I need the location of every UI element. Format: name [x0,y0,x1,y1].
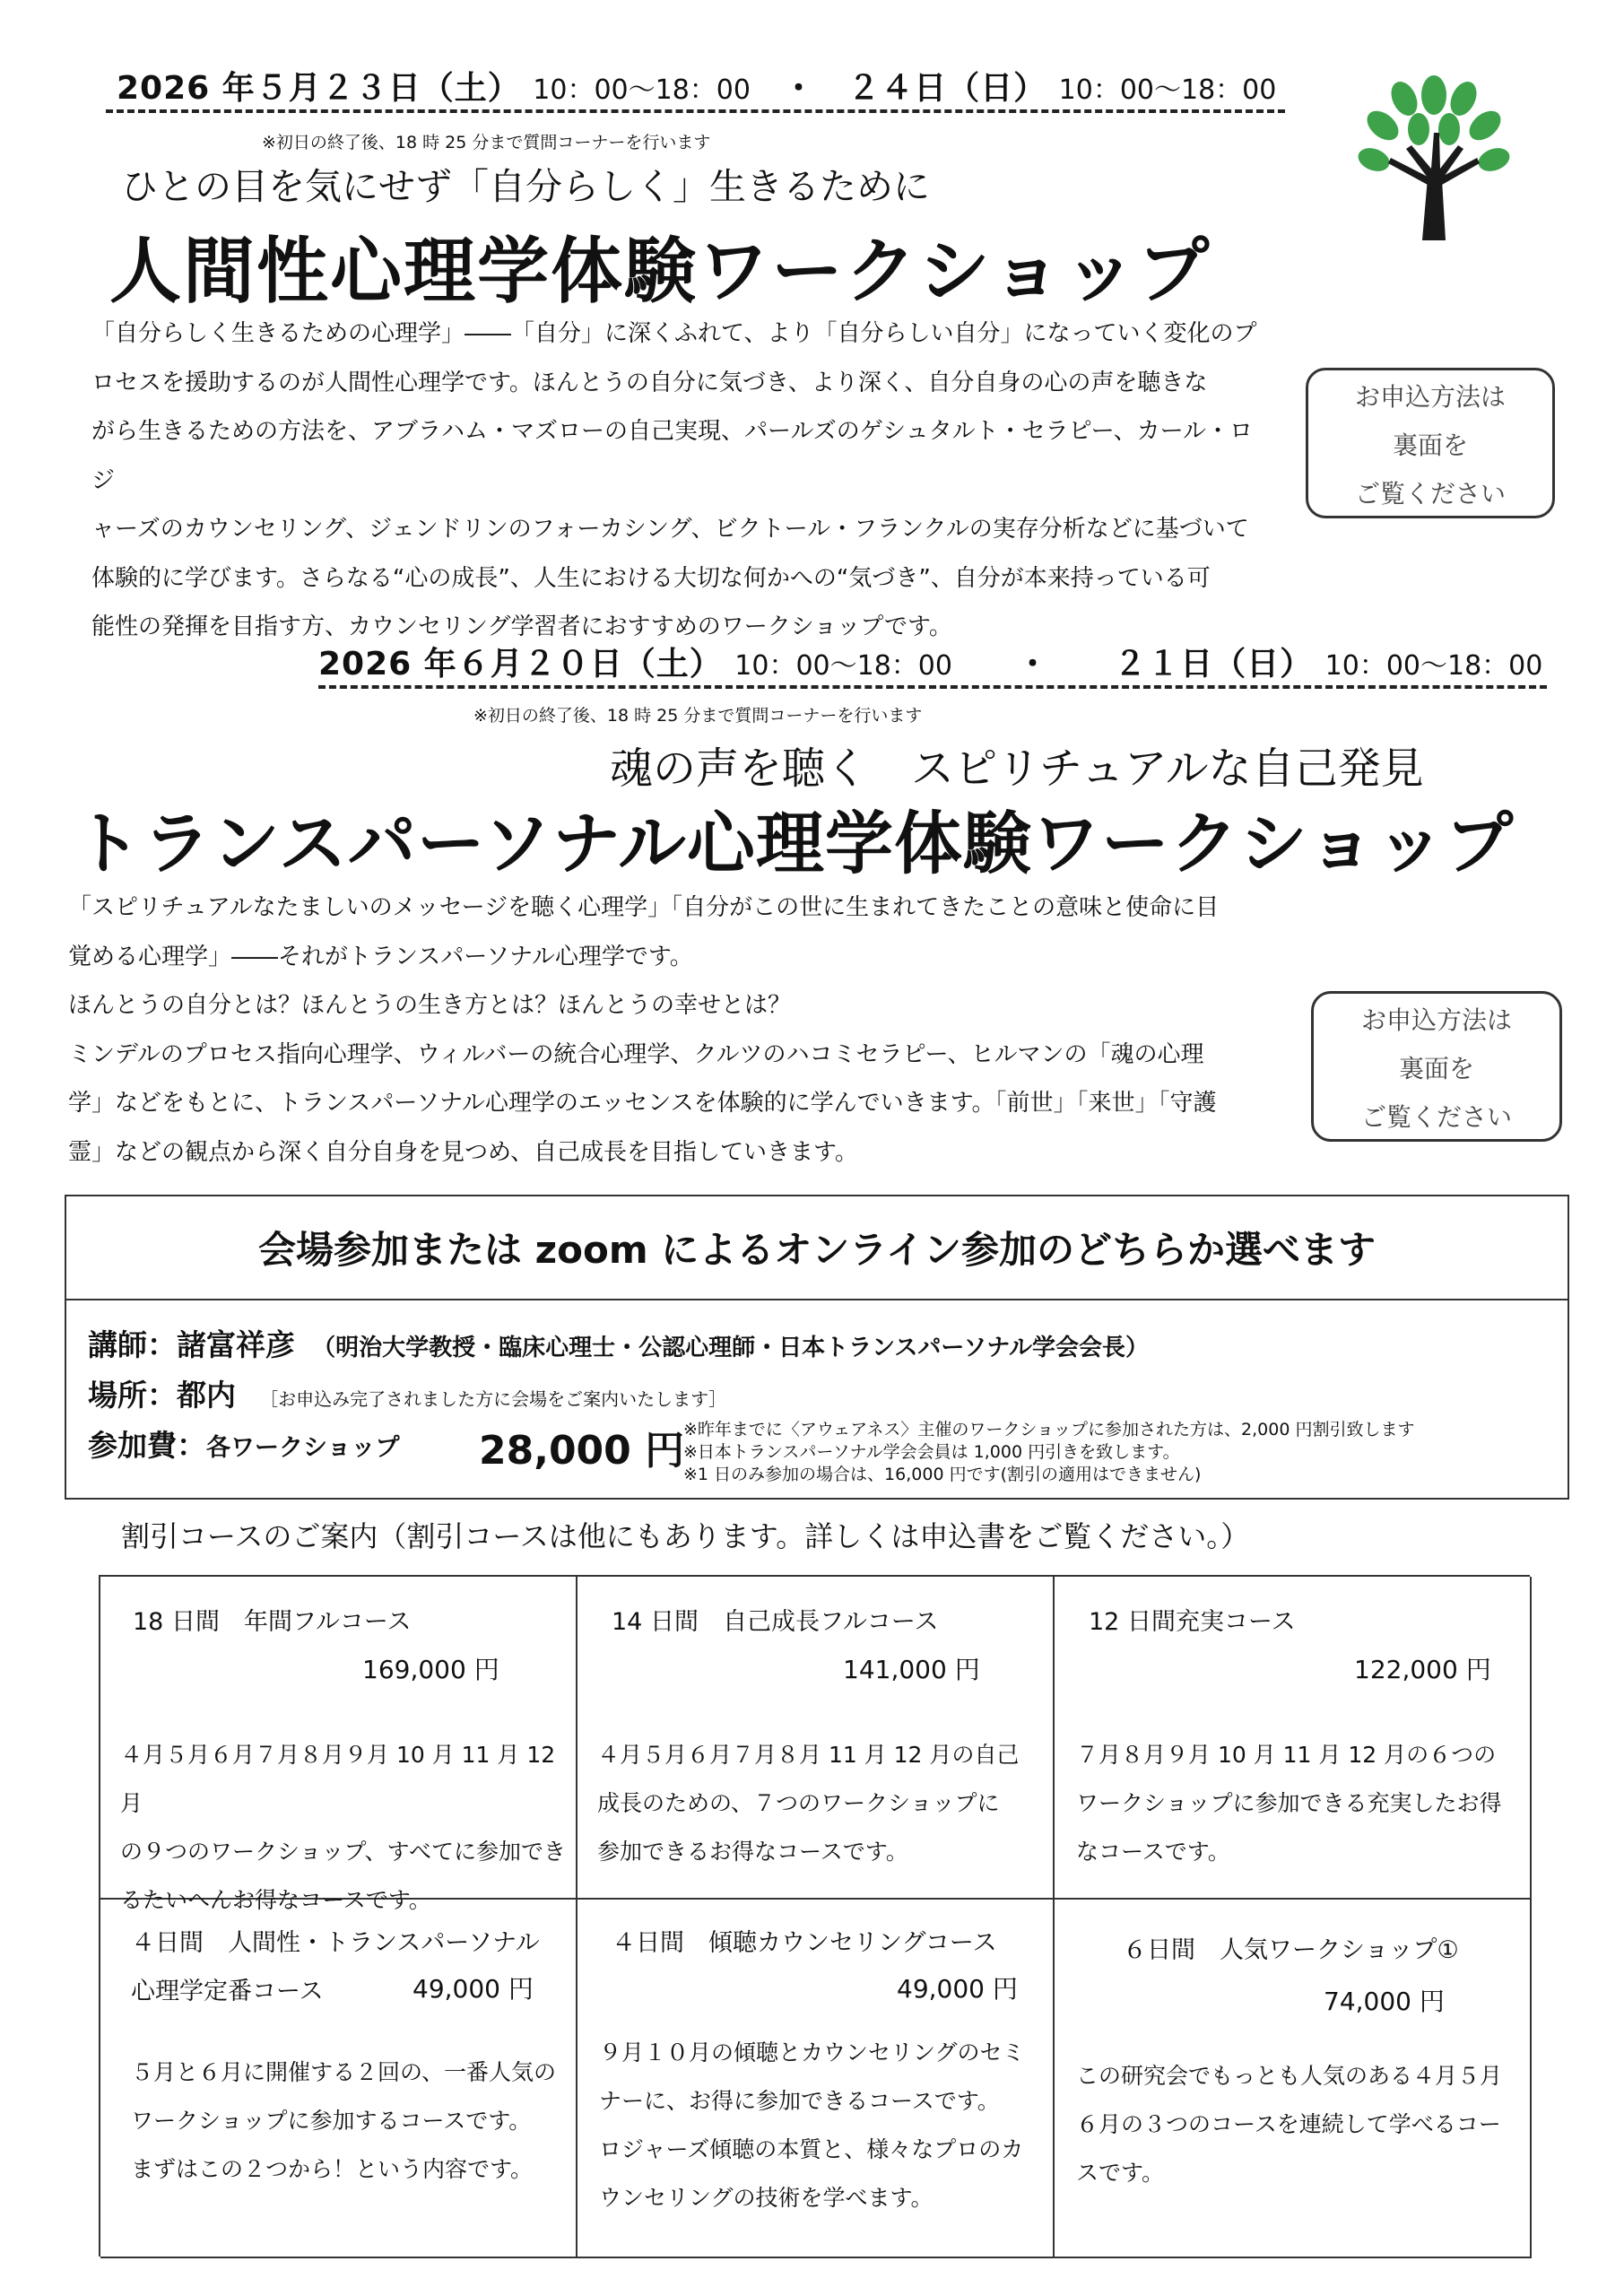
ws1-body-line: ャーズのカウンセリング、ジェンドリンのフォーカシング、ビクトール・フランクルの実存分析などに基づいて [91,516,1249,543]
course-desc-line: の９つのワークショップ、すべてに参加でき [120,1839,567,1865]
course-desc-line: スです。 [1076,2160,1165,2186]
ws1-subtitle: ひとの目を気にせず「自分らしく」生きるために [121,165,930,208]
course-desc-line: 成長のための、７つのワークショップに [597,1790,1000,1816]
ws2-apply-notice [1311,991,1562,1142]
fee-label: 参加費： [88,1428,206,1463]
ws1-body-line: ロセスを援助するのが人間性心理学です。ほんとうの自分に気づき、より深く、自分自身の心の声を聴きな [91,369,1208,396]
course-title: ６日間 人気ワークショップ① [1123,1936,1459,1964]
notice-line: 裏面を [1392,430,1468,460]
ws2-body-line: ミンデルのプロセス指向心理学、ウィルバーの統合心理学、クルツのハコミセラピー、ヒルマンの「魂の心理 [68,1040,1204,1068]
course-desc-line: ４月５月６月７月８月９月 10 月 11 月 12 月 [120,1742,556,1816]
course-desc [597,1731,1046,1876]
notice-line: ご覧ください [1360,1102,1512,1132]
ws1-dashed-rule [106,109,1285,113]
course-desc-line: ５月と６月に開催する２回の、一番人気の [131,2059,557,2085]
notice-line: 裏面を [1398,1054,1474,1083]
course-desc [599,2029,1047,2222]
course-price: 141,000 円 [843,1655,980,1684]
fee-sub: 各ワークショップ [206,1434,400,1462]
ws1-date-a: 2026 年５月２３日（土） [117,70,521,107]
venue-label: 場所：都内 [88,1378,236,1413]
course-cell [100,1900,578,2258]
ws2-sep: ・ [1016,646,1050,683]
notice-line: お申込方法は [1354,382,1506,412]
instructor-detail: （明治大学教授・臨床心理士・公認心理師・日本トランスパーソナル学会会長） [312,1335,1149,1361]
course-cell [1055,1577,1532,1900]
discount-heading: 割引コースのご案内（割引コースは他にもあります。詳しくは申込書をご覧ください。） [121,1519,1250,1553]
ws1-body [91,309,1257,652]
course-cell [100,1577,578,1913]
course-desc [1076,2052,1524,2197]
tree-logo-icon [1352,70,1515,240]
course-grid [99,1575,1530,2257]
course-cell [1055,1900,1532,2258]
course-desc-line: ロジャーズ傾聴の本質と、様々なプロのカ [599,2136,1024,2162]
ws2-date-line [318,639,1542,684]
course-price: 74,000 円 [1324,1987,1445,2016]
course-cell [578,1577,1055,1900]
instructor-label: 講師：諸富祥彦 [88,1327,295,1362]
fee-note: ※昨年までに〈アウェアネス〉主催のワークショップに参加された方は、2,000 円割引致します [683,1420,1415,1439]
ws2-dashed-rule [318,685,1547,689]
ws1-body-line: 体験的に学びます。さらなる“心の成長”、人生における大切な何かへの“気づき”、自分が本来持っている可 [91,564,1211,592]
ws2-body [68,883,1270,1177]
ws2-body-line: 霊」などの観点から深く自分自身を見つめ、自己成長を目指していきます。 [68,1138,858,1166]
ws2-time-b: 10：00～18：00 [1324,650,1543,682]
fee-row [88,1422,399,1465]
ws2-note: ※初日の終了後、18 時 25 分まで質問コーナーを行います [473,706,923,726]
course-price: 122,000 円 [1354,1655,1491,1684]
notice-line: お申込方法は [1360,1005,1512,1035]
info-heading: 会場参加または zoom によるオンライン参加のどちらか選べます [66,1196,1568,1300]
course-title-line2: 心理学定番コース [131,1978,324,2005]
course-desc-line: ワークショップに参加するコースです。 [131,2108,532,2134]
ws2-body-line: 「スピリチュアルなたましいのメッセージを聴く心理学」「自分がこの世に生まれてきたことの意味と使命に目 [68,894,1220,921]
ws1-date-line [117,63,1276,109]
ws1-note: ※初日の終了後、18 時 25 分まで質問コーナーを行います [262,133,711,152]
ws2-date-b: ２１日（日） [1114,646,1314,683]
course-cell [578,1900,1055,2258]
ws2-title: トランスパーソナル心理学体験ワークショップ [74,804,1515,883]
course-desc-line: この研究会でもっとも人気のある４月５月 [1076,2063,1503,2089]
ws2-body-line: ほんとうの自分とは？ほんとうの生き方とは？ほんとうの幸せとは？ [68,992,792,1019]
course-desc [131,2048,570,2194]
fee-notes [683,1419,1414,1486]
course-desc [120,1731,569,1925]
info-box [65,1195,1569,1500]
venue-row [88,1372,726,1414]
course-title: 12 日間充実コース [1089,1608,1296,1636]
course-title: ４日間 人間性・トランスパーソナル [131,1929,540,1957]
fee-note: ※1 日のみ参加の場合は、16,000 円です(割引の適用はできません) [683,1465,1202,1484]
course-title: 18 日間 年間フルコース [133,1608,412,1636]
venue-detail: ［お申込み完了されました方に会場をご案内いたします］ [260,1388,727,1410]
course-desc-line: なコースです。 [1076,1839,1230,1865]
ws1-body-line: がら生きるための方法を、アブラハム・マズローの自己実現、パールズのゲシュタルト・セラピー、カール・ロジ [91,418,1254,494]
course-price: 49,000 円 [897,1974,1018,2004]
course-title: 14 日間 自己成長フルコース [612,1608,939,1636]
ws2-subtitle: 魂の声を聴く スピリチュアルな自己発見 [610,744,1424,794]
ws1-body-line: 「自分らしく生きるための心理学」――「自分」に深くふれて、より「自分らしい自分」になっていく変化のプ [91,320,1257,347]
instructor-row [88,1322,1149,1364]
ws1-apply-notice [1306,368,1555,518]
course-desc-line: ４月５月６月７月８月 11 月 12 月の自己 [597,1742,1020,1768]
course-desc-line: るたいへんお得なコースです。 [120,1887,431,1913]
ws1-time-a: 10：00～18：00 [533,74,751,106]
course-price: 169,000 円 [362,1655,499,1684]
course-desc-line: ６月の３つのコースを連続して学べるコー [1076,2111,1501,2137]
fee-note: ※日本トランスパーソナル学会会員は 1,000 円引きを致します。 [683,1442,1180,1462]
course-desc-line: ワークショップに参加できる充実したお得 [1076,1790,1502,1816]
ws2-date-a: 2026 年６月２０日（土） [318,646,723,683]
course-desc-line: ９月１０月の傾聴とカウンセリングのセミ [599,2039,1025,2066]
course-desc-line: 参加できるお得なコースです。 [597,1839,908,1865]
notice-line: ご覧ください [1354,479,1506,509]
course-desc-line: ナーに、お得に参加できるコースです。 [599,2088,1000,2114]
course-price: 49,000 円 [413,1974,534,2004]
course-title: ４日間 傾聴カウンセリングコース [612,1929,997,1957]
ws1-time-b: 10：00～18：00 [1058,74,1277,106]
ws1-sep: ・ [782,70,816,107]
ws1-title: 人間性心理学体験ワークショップ [109,230,1211,313]
course-desc [1076,1731,1524,1876]
fee-price: 28,000 円 [479,1428,685,1474]
course-desc-line: ７月８月９月 10 月 11 月 12 月の６つの [1076,1742,1497,1768]
ws2-body-line: 覚める心理学」――それがトランスパーソナル心理学です。 [68,943,693,970]
ws2-body-line: 学」などをもとに、トランスパーソナル心理学のエッセンスを体験的に学んでいきます。「前世」「来世」「守護 [68,1090,1217,1117]
ws1-date-b: ２４日（日） [847,70,1047,107]
course-desc-line: まずはこの２つから！という内容です。 [131,2156,534,2182]
course-desc-line: ウンセリングの技術を学べます。 [599,2185,934,2211]
ws2-time-a: 10：00～18：00 [734,650,952,682]
ws1-body-line: 能性の発揮を目指す方、カウンセリング学習者におすすめのワークショップです。 [91,613,952,640]
